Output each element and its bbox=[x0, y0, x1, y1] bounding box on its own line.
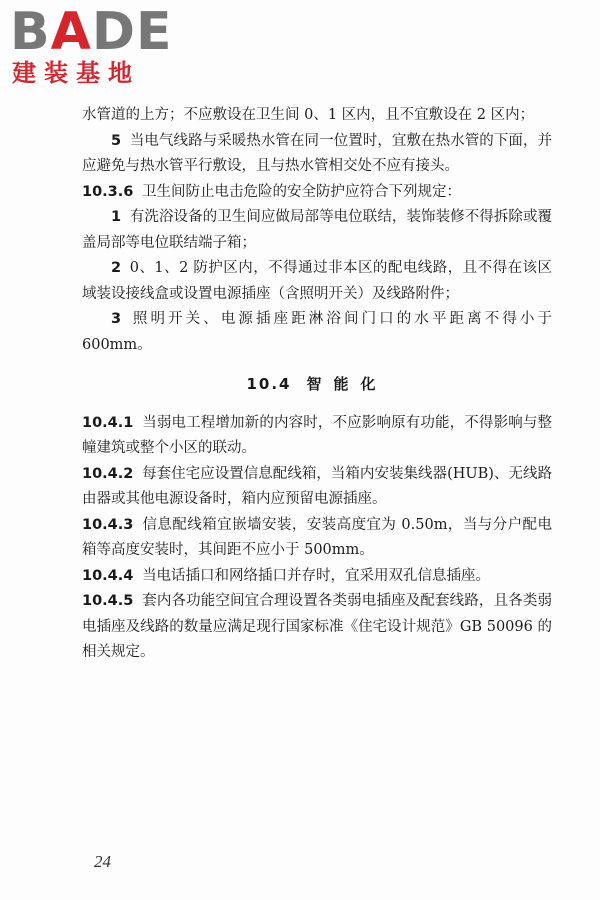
item-number: 2 bbox=[111, 260, 122, 276]
document-body bbox=[82, 103, 552, 666]
clause-10-4-4: 10.4.4 当电话插口和网络插口并存时，宜采用双孔信息插座。 bbox=[82, 567, 491, 584]
page-number: 24 bbox=[94, 852, 111, 871]
clause-number: 10.3.6 bbox=[82, 183, 134, 200]
clause-10-4-5: 10.4.5 套内各功能空间宜合理设置各类弱电插座及配套线路，且各类弱电插座及线路的数量应满足现行国家标准《住宅设计规范》GB 50096 的相关规定。 bbox=[82, 593, 552, 660]
clause-number: 10.4.5 bbox=[82, 593, 134, 609]
clause-10-3-6-item-3: 3 照明开关、电源插座距淋浴间门口的水平距离不得小于 600mm。 bbox=[82, 311, 552, 353]
logo-subtitle: 建装基地 bbox=[12, 59, 140, 87]
paragraph-continuation: 水管道的上方；不应敷设在卫生间 0、1 区内，且不宜敷设在 2 区内； bbox=[82, 107, 535, 123]
bade-logo bbox=[10, 4, 185, 90]
item-number: 1 bbox=[111, 209, 122, 225]
clause-10-3-6-item-2: 2 0、1、2 防护区内，不得通过非本区的配电线路，且不得在该区域装设接线盒或设置电源插座（含照明开关）及线路附件； bbox=[82, 260, 552, 302]
clause-number: 10.4.1 bbox=[82, 414, 134, 431]
clause-10-4-2: 10.4.2 每套住宅应设置信息配线箱，当箱内安装集线器(HUB)、无线路由器或其他电源设备时，箱内应预留电源插座。 bbox=[82, 465, 552, 507]
item-number: 3 bbox=[111, 311, 122, 327]
item-number: 5 bbox=[111, 132, 122, 149]
clause-10-3-5-item-5: 5 当电气线路与采暖热水管在同一位置时，宜敷在热水管的下面，并应避免与热水管平行敷设，且与热水管相交处不应有接头。 bbox=[82, 132, 552, 174]
clause-10-4-3: 10.4.3 信息配线箱宜嵌墙安装，安装高度宜为 0.50m，当与分户配电箱等高度安装时，其间距不应小于 500mm。 bbox=[82, 516, 552, 558]
clause-number: 10.4.4 bbox=[82, 567, 134, 584]
clause-10-3-6-item-1: 1 有洗浴设备的卫生间应做局部等电位联结，装饰装修不得拆除或覆盖局部等电位联结端子箱； bbox=[82, 209, 552, 251]
clause-number: 10.4.2 bbox=[82, 465, 134, 482]
logo-wordmark: BADE bbox=[10, 2, 173, 62]
clause-10-4-1: 10.4.1 当弱电工程增加新的内容时，不应影响原有功能，不得影响与整幢建筑或整个小区的联动。 bbox=[82, 414, 552, 456]
clause-10-3-6: 10.3.6 卫生间防止电击危险的安全防护应符合下列规定： bbox=[82, 183, 462, 200]
clause-number: 10.4.3 bbox=[82, 516, 134, 533]
section-heading: 10.4 智能化 bbox=[246, 375, 388, 393]
